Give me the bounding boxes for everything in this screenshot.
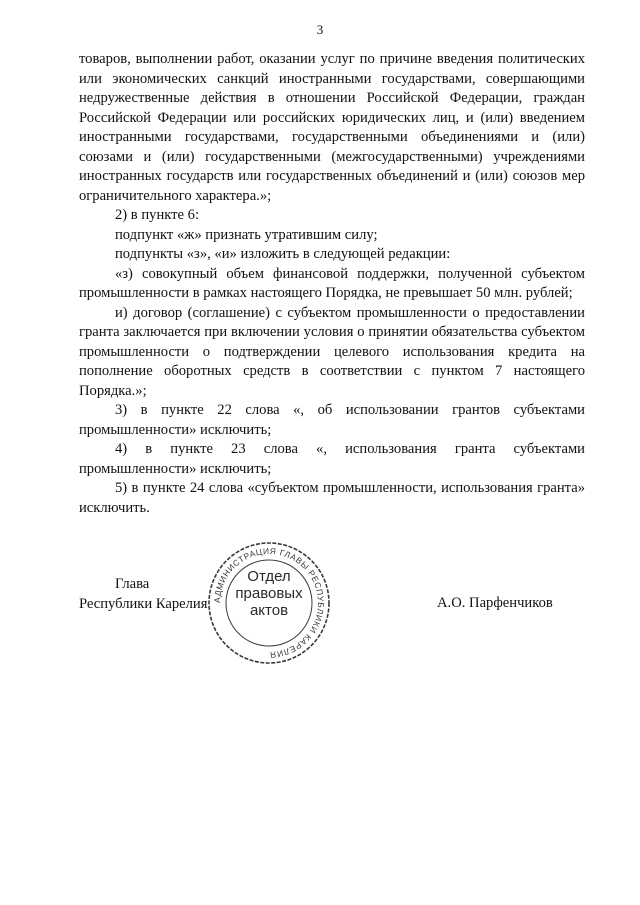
stamp-center-text	[229, 568, 309, 619]
official-stamp	[207, 541, 331, 665]
paragraph-item-4: 4) в пункте 23 слова «, использования гранта субъектами промышленности» исключить;	[79, 441, 585, 477]
paragraph-subitem-zh: подпункт «ж» признать утратившим силу;	[115, 226, 378, 243]
paragraph-item-2: 2) в пункте 6:	[115, 207, 200, 223]
stamp-line-1: Отдел	[247, 568, 291, 585]
paragraph-item-3: 3) в пункте 22 слова «, об использовании грантов субъектами промышленности» исключить;	[79, 402, 585, 438]
stamp-line-2: правовых	[235, 585, 303, 602]
stamp-ring-text: АДМИНИСТРАЦИЯ ГЛАВЫ РЕСПУБЛИКИ КАРЕЛИЯ	[211, 545, 327, 661]
paragraph-continuation: товаров, выполнении работ, оказании услуг по причине введения политических или экономических санкций иностранными государствами, совершающими недружественные действия в отношении Российской Федерации, граждан Российской Федерации или российских юридических лиц, и (или) введением иностранными государствами, государственными объединениями и (или) союзами и (или) государственными (межгосударственными) учреждениями иностранных государств или государственных объединений и (или) союзов мер ограничительного характера.»;	[79, 51, 585, 204]
stamp-line-3: актов	[249, 602, 289, 619]
paragraph-subitems-z-i: подпункты «з», «и» изложить в следующей редакции:	[115, 246, 451, 262]
signatory-title-line2: Республики Карелия	[79, 595, 208, 612]
signatory-title-line1: Глава	[115, 576, 150, 592]
signatory-name: А.О. Парфенчиков	[437, 595, 553, 611]
paragraph-subitem-i: и) договор (соглашение) с субъектом промышленности о предоставлении гранта заключается при включении условия о принятии обязательства субъектом промышленности о подтверждении целевого использования кредита на пополнение оборотных средств в соответствии с пунктом 7 настоящего Порядка.»;	[79, 304, 585, 399]
document-body	[79, 50, 585, 518]
paragraph-item-5: 5) в пункте 24 слова «субъектом промышленности, использования гранта» исключить.	[79, 480, 585, 516]
paragraph-subitem-z: «з) совокупный объем финансовой поддержки, полученной субъектом промышленности в рамках настоящего Порядка, не превышает 50 млн. рублей;	[79, 265, 585, 301]
page-number: 3	[316, 22, 324, 37]
signatory-title	[79, 575, 207, 614]
